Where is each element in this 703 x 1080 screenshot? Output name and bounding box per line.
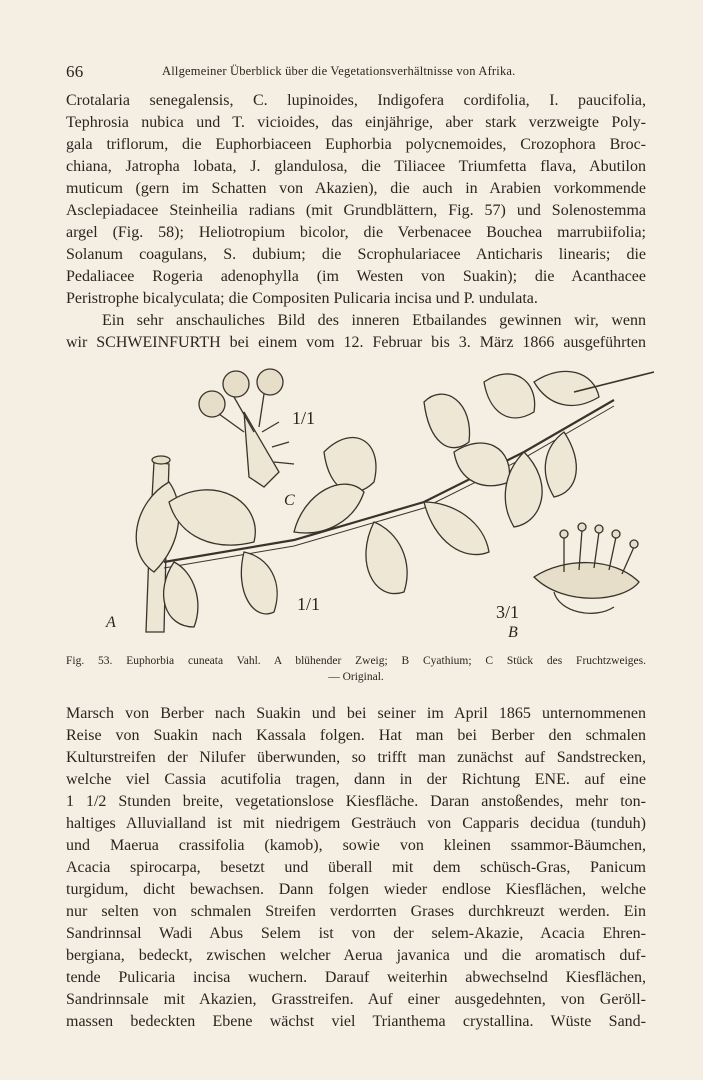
- text-line: Marsch von Berber nach Suakin und bei seiner im April 1865 unternommenen: [66, 705, 646, 722]
- figure-caption: [66, 653, 646, 685]
- text-line: Reise von Suakin nach Kassala folgen. Hat man bei Berber den schmalen: [66, 727, 646, 744]
- text-line: turgidum, dicht bewachsen. Dann folgen wieder endlose Kiesflächen, welche: [66, 881, 646, 898]
- text-line: argel (Fig. 58); Heliotropium bicolor, die Verbenacee Bouchea marrubiifolia;: [66, 224, 646, 241]
- text-line: Kulturstreifen der Nilufer überwunden, so trifft man zunächst auf Sandstrecken,: [66, 749, 646, 766]
- text-line: gala triflorum, die Euphorbiaceen Euphorbia polycnemoides, Crozophora Broc-: [66, 136, 646, 153]
- text-line: Asclepiadacee Steinheilia radians (mit Grundblättern, Fig. 57) und Solenostemma: [66, 202, 646, 219]
- text-line: chiana, Jatropha lobata, J. glandulosa, die Tiliacee Triumfetta flava, Abutilon: [66, 158, 646, 175]
- text-line: Peristrophe bicalyculata; die Compositen Pulicaria incisa und P. undulata.: [66, 290, 538, 307]
- label-a: A: [106, 614, 116, 631]
- caption-line-1: Fig. 53. Euphorbia cuneata Vahl. A blühender Zweig; B Cyathium; C Stück des Fruchtzweiges.: [66, 655, 646, 667]
- running-head: Allgemeiner Überblick über die Vegetationsverhältnisse von Afrika.: [162, 64, 516, 78]
- text-line: massen bedeckten Ebene wächst viel Trianthema crystallina. Wüste Sand-: [66, 1013, 646, 1030]
- text-line: nur selten von schmalen Streifen verdorrten Grases durchkreuzt werden. Ein: [66, 903, 646, 920]
- scale-a: 1/1: [297, 594, 321, 614]
- scale-b: 3/1: [496, 602, 520, 622]
- scale-c: 1/1: [292, 408, 316, 428]
- text-line: Tephrosia nubica und T. vicioides, das einjährige, aber stark verzweigte Poly-: [66, 114, 646, 131]
- text-line: Sandrinnsale mit Akazien, Grasstreifen. Auf einer ausgedehnten, von Geröll-: [66, 991, 646, 1008]
- paragraph-1: [66, 90, 646, 354]
- text-line: Sandrinnsal Wadi Abus Selem ist von der selem-Akazie, Acacia Ehren-: [66, 925, 646, 942]
- euphorbia-drawing: [94, 352, 660, 644]
- text-line: welche viel Cassia acutifolia tragen, dann in der Richtung ENE. auf eine: [66, 771, 646, 788]
- text-line: Solanum coagulans, S. dubium; die Scrophulariacee Anticharis linearis; die: [66, 246, 646, 263]
- text-line: bergiana, bedeckt, zwischen welcher Aerua javanica und die aromatisch duf-: [66, 947, 646, 964]
- text-line: und Maerua crassifolia (kamob), sowie von kleinen ssammor-Bäumchen,: [66, 837, 646, 854]
- text-line: wir SCHWEINFURTH bei einem vom 12. Februar bis 3. März 1866 ausgeführten: [66, 334, 646, 351]
- paragraph-2: [66, 703, 646, 1033]
- text-line: Ein sehr anschauliches Bild des inneren Etbailandes gewinnen wir, wenn: [102, 312, 646, 329]
- text-line: muticum (gern im Schatten von Akazien), die auch in Arabien vorkommende: [66, 180, 646, 197]
- text-line: haltiges Alluvialland ist mit niedrigem Gesträuch von Capparis decidua (tunduh): [66, 815, 646, 832]
- page-number: 66: [66, 62, 84, 81]
- caption-line-2: — Original.: [328, 671, 384, 683]
- text-line: Acacia spirocarpa, besetzt und überall mit dem schüsch-Gras, Panicum: [66, 859, 646, 876]
- label-c: C: [284, 492, 295, 509]
- label-b: B: [508, 624, 518, 641]
- text-line: Crotalaria senegalensis, C. lupinoides, Indigofera cordifolia, I. paucifolia,: [66, 92, 646, 109]
- botanical-illustration: [94, 352, 660, 644]
- text-line: Pedaliacee Rogeria adenophylla (im Westen von Suakin); die Acanthacee: [66, 268, 646, 285]
- text-line: tende Pulicaria incisa wuchern. Darauf weiterhin abwechselnd Kiesflächen,: [66, 969, 646, 986]
- text-line: 1 1/2 Stunden breite, vegetationslose Kiesfläche. Daran anstoßendes, mehr ton-: [66, 793, 646, 810]
